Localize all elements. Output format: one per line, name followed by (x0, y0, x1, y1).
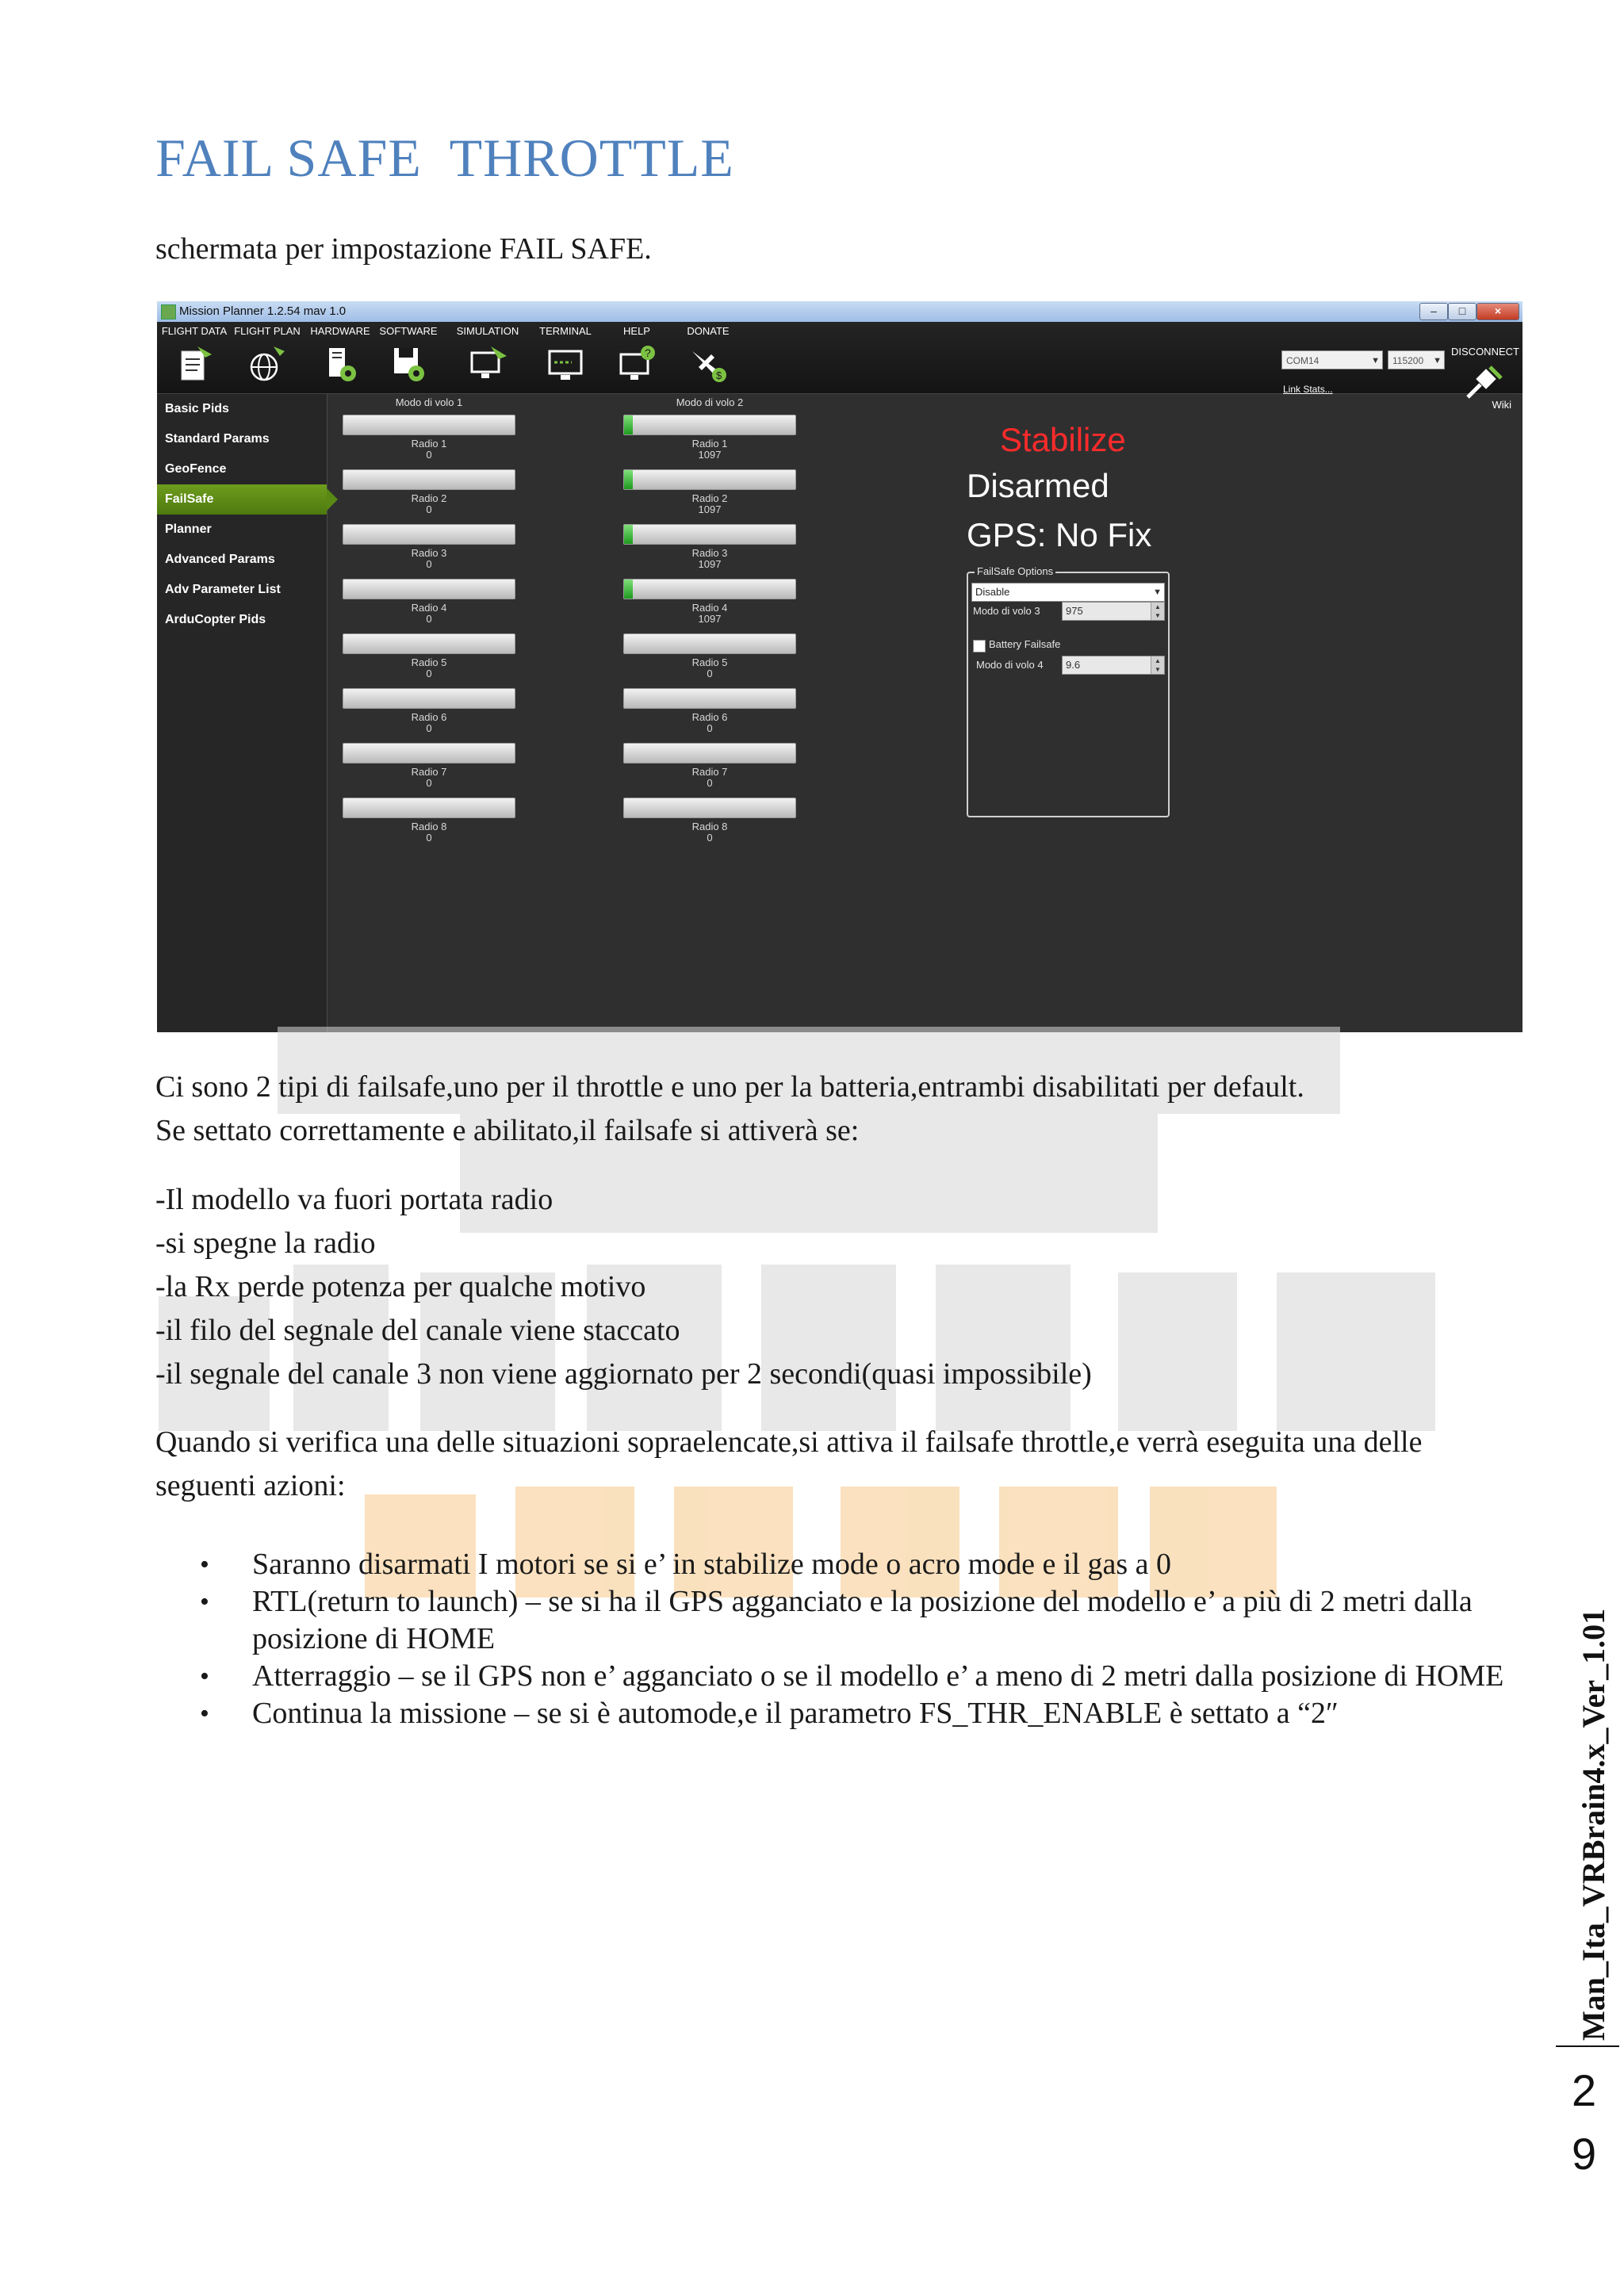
radio-label: Radio 6 (691, 711, 728, 723)
simulation-icon (467, 343, 508, 385)
mode1-radio-6 (343, 688, 515, 734)
radio-value: 0 (707, 777, 713, 789)
window-titlebar (157, 301, 1522, 322)
modo3-value: 975 (1066, 605, 1083, 617)
sidebar-item-geofence[interactable]: GeoFence (165, 462, 227, 476)
radio-label: Radio 5 (691, 656, 728, 668)
radio-level-bar (343, 743, 515, 763)
armed-status: Disarmed (967, 467, 1109, 504)
baud-select[interactable] (1388, 350, 1445, 369)
page-number-digit-1: 2 (1572, 2065, 1597, 2115)
radio-label: Radio 8 (411, 821, 447, 832)
spin-arrows-icon[interactable]: ▲ ▼ (1151, 656, 1164, 674)
mode1-radio-7 (343, 743, 515, 789)
condition-item: -Il modello va fuori portata radio (155, 1183, 553, 1216)
port-value: COM14 (1286, 355, 1320, 366)
hardware-icon (320, 343, 361, 385)
radio-value: 0 (426, 613, 432, 625)
app-icon (161, 304, 176, 320)
radio-label: Radio 3 (691, 547, 728, 559)
chevron-down-icon: ▼ (1153, 587, 1162, 597)
modo4-label: Modo di volo 4 (976, 659, 1044, 671)
sidebar-item-failsafe[interactable]: FailSafe (157, 484, 327, 515)
radio-label: Radio 1 (691, 438, 728, 450)
radio-level-bar (623, 469, 796, 490)
sidebar-item-arducopter-pids[interactable]: ArduCopter Pids (165, 613, 266, 626)
flight-data-icon (174, 343, 215, 385)
screenshot-caption: schermata per impostazione FAIL SAFE. (155, 232, 652, 266)
radio-value: 1097 (698, 613, 722, 625)
intro-paragraph (155, 1066, 1519, 1153)
mode2-radio-5 (623, 633, 796, 679)
failsafe-options-group (967, 565, 1170, 817)
toolbar-simulation[interactable] (452, 325, 523, 385)
radio-level-fill (624, 470, 633, 489)
radio-value: 0 (426, 668, 432, 679)
toolbar-label: TERMINAL (539, 325, 592, 337)
radio-level-bar (343, 633, 515, 654)
help-icon (616, 343, 657, 385)
flight-plan-icon (247, 343, 288, 385)
radio-value: 0 (707, 668, 713, 679)
mission-planner-screenshot (157, 301, 1522, 1032)
battery-failsafe-label: Battery Failsafe (989, 638, 1061, 650)
config-sidebar (157, 394, 327, 1032)
radio-value: 1097 (698, 558, 722, 570)
action-item: • RTL(return to launch) – se si ha il GPS agganciato e la posizione del modello e’ a più di 2 metri dalla posizione di HOME (200, 1583, 1516, 1658)
condition-item: -si spegne la radio (155, 1226, 376, 1260)
main-toolbar (157, 322, 1522, 394)
radio-label: Radio 6 (411, 711, 447, 723)
toolbar-flight-plan[interactable] (232, 325, 303, 385)
toolbar-label: DONATE (687, 325, 730, 337)
wiki-link[interactable]: Wiki (1492, 399, 1511, 411)
toolbar-label: SIMULATION (456, 325, 519, 337)
radio-level-bar (343, 524, 515, 545)
radio-level-bar (343, 579, 515, 599)
terminal-icon (545, 343, 586, 385)
modo3-stepper[interactable] (1062, 602, 1165, 621)
radio-level-bar (343, 415, 515, 435)
radio-value: 0 (426, 832, 432, 844)
mode1-radio-4 (343, 579, 515, 625)
radio-level-bar (623, 633, 796, 654)
flight-mode-status: Stabilize (1000, 421, 1126, 458)
page-number-digit-2: 9 (1572, 2129, 1597, 2179)
close-button[interactable]: × (1477, 303, 1519, 320)
radio-label: Radio 4 (411, 602, 447, 614)
document-id: Man_Ita_VRBrain4.x_Ver_1.01 (1576, 1608, 1611, 2041)
radio-label: Radio 5 (411, 656, 447, 668)
modo3-label: Modo di volo 3 (973, 605, 1040, 617)
toolbar-software[interactable] (373, 325, 444, 385)
toolbar-label: FLIGHT DATA (161, 325, 228, 337)
intro-line-1: Ci sono 2 tipi di failsafe,uno per il throttle e uno per la batteria,entrambi disabilitati per default. (155, 1070, 1304, 1104)
radio-level-fill (624, 525, 633, 544)
port-select[interactable] (1281, 350, 1383, 369)
mode1-heading: Modo di volo 1 (395, 396, 463, 408)
toolbar-label: FLIGHT PLAN (234, 325, 301, 337)
sidebar-item-standard-params[interactable]: Standard Params (165, 432, 270, 446)
toolbar-donate[interactable] (672, 325, 744, 385)
radio-level-fill (624, 415, 633, 434)
svg-text:?: ? (645, 346, 651, 359)
mode1-radio-5 (343, 633, 515, 679)
radio-level-bar (623, 743, 796, 763)
radio-label: Radio 2 (691, 492, 728, 504)
failsafe-panel (327, 394, 1522, 1032)
radio-label: Radio 2 (411, 492, 447, 504)
condition-item: -il segnale del canale 3 non viene aggiornato per 2 secondi(quasi impossibile) (155, 1357, 1092, 1391)
mode2-radio-6 (623, 688, 796, 734)
mode2-heading: Modo di volo 2 (676, 396, 744, 408)
radio-label: Radio 1 (411, 438, 447, 450)
toolbar-label: HARDWARE (310, 325, 370, 337)
radio-value: 0 (707, 832, 713, 844)
footer-divider (1556, 2045, 1619, 2047)
action-item: • Continua la missione – se si è automode,e il parametro FS_THR_ENABLE è settato a “2″ (200, 1695, 1516, 1732)
action-item: • Atterraggio – se il GPS non e’ agganciato o se il modello e’ a meno di 2 metri dalla posizione di HOME (200, 1658, 1516, 1695)
radio-value: 0 (707, 722, 713, 734)
minimize-button[interactable]: – (1419, 303, 1448, 320)
donate-icon (688, 343, 729, 385)
radio-value: 0 (426, 722, 432, 734)
baud-value: 115200 (1392, 355, 1424, 366)
toolbar-hardware[interactable] (304, 325, 376, 385)
mode2-radio-8 (623, 798, 796, 844)
radio-level-fill (624, 580, 633, 599)
conclusion-paragraph: Quando si verifica una delle situazioni sopraelencate,si attiva il failsafe throttle,e verrà eseguita una delle seguenti azioni: (155, 1425, 1423, 1502)
link-stats-link[interactable]: Link Stats... (1283, 384, 1333, 395)
intro-line-2: Se settato correttamente e abilitato,il failsafe si attiverà se: (155, 1114, 860, 1147)
failsafe-mode-select[interactable] (971, 583, 1165, 602)
radio-level-bar (623, 524, 796, 545)
toolbar-label: HELP (623, 325, 650, 337)
sidebar-item-basic-pids[interactable]: Basic Pids (165, 402, 229, 415)
action-item: • Saranno disarmati I motori se si e’ in stabilize mode o acro mode e il gas a 0 (200, 1546, 1516, 1583)
modo4-stepper[interactable] (1062, 656, 1165, 675)
chevron-down-icon: ▼ (1433, 356, 1442, 365)
software-icon (388, 343, 429, 385)
modo4-value: 9.6 (1066, 659, 1081, 671)
radio-value: 1097 (698, 449, 722, 461)
radio-value: 1097 (698, 503, 722, 515)
radio-value: 0 (426, 449, 432, 461)
actions-list (200, 1546, 1516, 1732)
toolbar-terminal[interactable] (530, 325, 601, 385)
radio-level-bar (623, 415, 796, 435)
toolbar-flight-data[interactable] (159, 325, 230, 385)
conditions-list (155, 1178, 1519, 1396)
sidebar-item-planner[interactable]: Planner (165, 522, 212, 536)
chevron-down-icon: ▼ (1371, 356, 1380, 365)
mode2-radio-3 (623, 524, 796, 570)
battery-failsafe-checkbox[interactable] (973, 640, 986, 652)
maximize-button[interactable]: □ (1448, 303, 1477, 320)
condition-item: -la Rx perde potenza per qualche motivo (155, 1270, 646, 1303)
disconnect-label: DISCONNECT (1451, 346, 1519, 358)
page-heading: FAIL SAFE THROTTLE (155, 128, 734, 188)
radio-label: Radio 8 (691, 821, 728, 832)
window-title: Mission Planner 1.2.54 mav 1.0 (179, 304, 347, 318)
sidebar-item-advanced-params[interactable]: Advanced Params (165, 553, 275, 566)
radio-label: Radio 3 (411, 547, 447, 559)
condition-item: -il filo del segnale del canale viene staccato (155, 1314, 680, 1347)
radio-level-bar (623, 579, 796, 599)
mode2-radio-1 (623, 415, 796, 461)
mode2-radio-2 (623, 469, 796, 515)
toolbar-help[interactable] (601, 325, 672, 385)
gps-status: GPS: No Fix (967, 516, 1152, 553)
failsafe-options-title: FailSafe Options (975, 565, 1055, 577)
radio-level-bar (343, 469, 515, 490)
radio-label: Radio 7 (691, 766, 728, 778)
mode1-radio-1 (343, 415, 515, 461)
mode1-radio-8 (343, 798, 515, 844)
radio-level-bar (623, 798, 796, 818)
svg-text:$: $ (716, 369, 722, 381)
failsafe-mode-value: Disable (975, 586, 1010, 598)
radio-value: 0 (426, 777, 432, 789)
toolbar-label: SOFTWARE (379, 325, 438, 337)
sidebar-item-adv-parameter-list[interactable]: Adv Parameter List (165, 583, 281, 596)
spin-arrows-icon[interactable]: ▲ ▼ (1151, 603, 1164, 620)
radio-level-bar (343, 798, 515, 818)
radio-value: 0 (426, 503, 432, 515)
radio-label: Radio 7 (411, 766, 447, 778)
mode2-radio-4 (623, 579, 796, 625)
mode1-radio-2 (343, 469, 515, 515)
mode1-radio-3 (343, 524, 515, 570)
radio-level-bar (623, 688, 796, 709)
radio-value: 0 (426, 558, 432, 570)
mode2-radio-7 (623, 743, 796, 789)
radio-label: Radio 4 (691, 602, 728, 614)
radio-level-bar (343, 688, 515, 709)
